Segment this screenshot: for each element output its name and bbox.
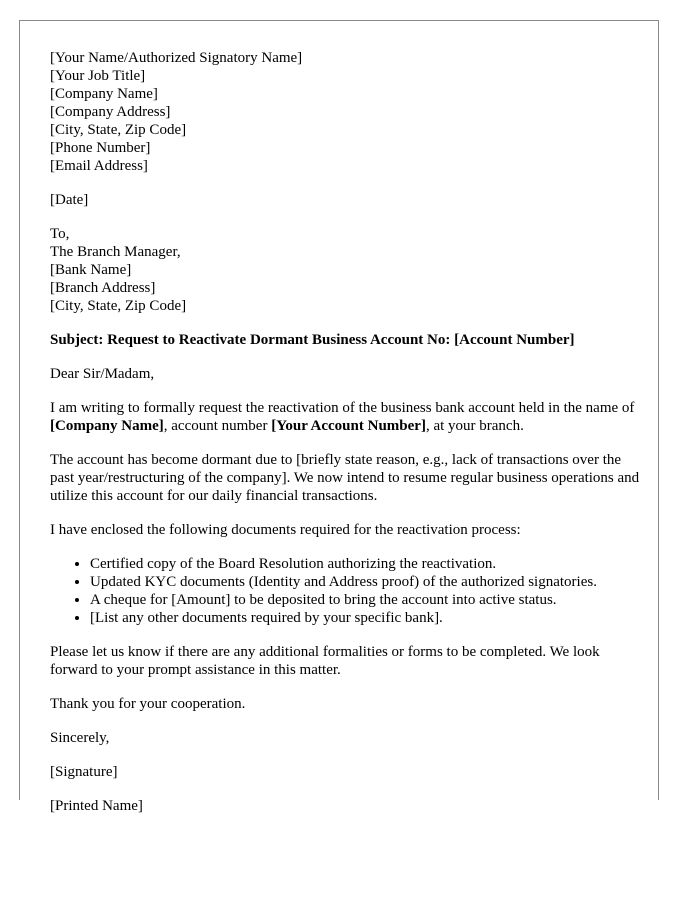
sender-name: [Your Name/Authorized Signatory Name] [50,50,303,66]
sender-city-state-zip: [City, State, Zip Code] [50,122,187,138]
signature-line: [Signature] [50,764,118,780]
recipient-branch-address: [Branch Address] [50,280,156,296]
list-item: • Updated KYC documents (Identity and Address proof) of the authorized signatories. [90,573,645,591]
sender-phone: [Phone Number] [50,140,151,156]
documents-list [50,555,645,627]
thanks-line: Thank you for your cooperation. [50,696,246,712]
letter-date: [Date] [50,192,89,208]
list-item: • A cheque for [Amount] to be deposited to bring the account into active status. [90,591,645,609]
recipient-block [50,225,645,315]
para1-account: [Your Account Number] [271,418,426,434]
sender-company-name: [Company Name] [50,86,158,102]
printed-name-line: [Printed Name] [50,798,143,814]
paragraph-formalities: Please let us know if there are any additional formalities or forms to be completed. We look forward to your prompt assistance in this matter. [50,644,600,678]
subject-text: Subject: Request to Reactivate Dormant Business Account No: [Account Number] [50,332,575,348]
para1-before: I am writing to formally request the reactivation of the business bank account held in the name of [50,400,635,416]
sender-job-title: [Your Job Title] [50,68,146,84]
subject-line [50,331,645,349]
paragraph-enclosed: I have enclosed the following documents required for the reactivation process: [50,522,521,538]
letter-page [19,20,659,814]
sender-email: [Email Address] [50,158,148,174]
para1-after: , at your branch. [425,418,524,434]
sender-block [50,49,645,175]
recipient-bank-name: [Bank Name] [50,262,132,278]
sender-company-address: [Company Address] [50,104,171,120]
closing-line: Sincerely, [50,730,110,746]
salutation: Dear Sir/Madam, [50,366,155,382]
para1-middle: , account number [163,418,272,434]
paragraph-request [50,399,645,435]
recipient-to: To, [50,226,70,242]
list-item: • [List any other documents required by your specific bank]. [90,609,645,627]
paragraph-reason: The account has become dormant due to [briefly state reason, e.g., lack of transactions over the past year/restructuring of the company]. We now intend to resume regular business operations and utilize this account for our daily financial transactions. [50,452,640,504]
letter-body [50,49,645,831]
para1-company: [Company Name] [50,418,164,434]
recipient-city-state-zip: [City, State, Zip Code] [50,298,187,314]
recipient-title: The Branch Manager, [50,244,181,260]
list-item: • Certified copy of the Board Resolution authorizing the reactivation. [90,555,645,573]
